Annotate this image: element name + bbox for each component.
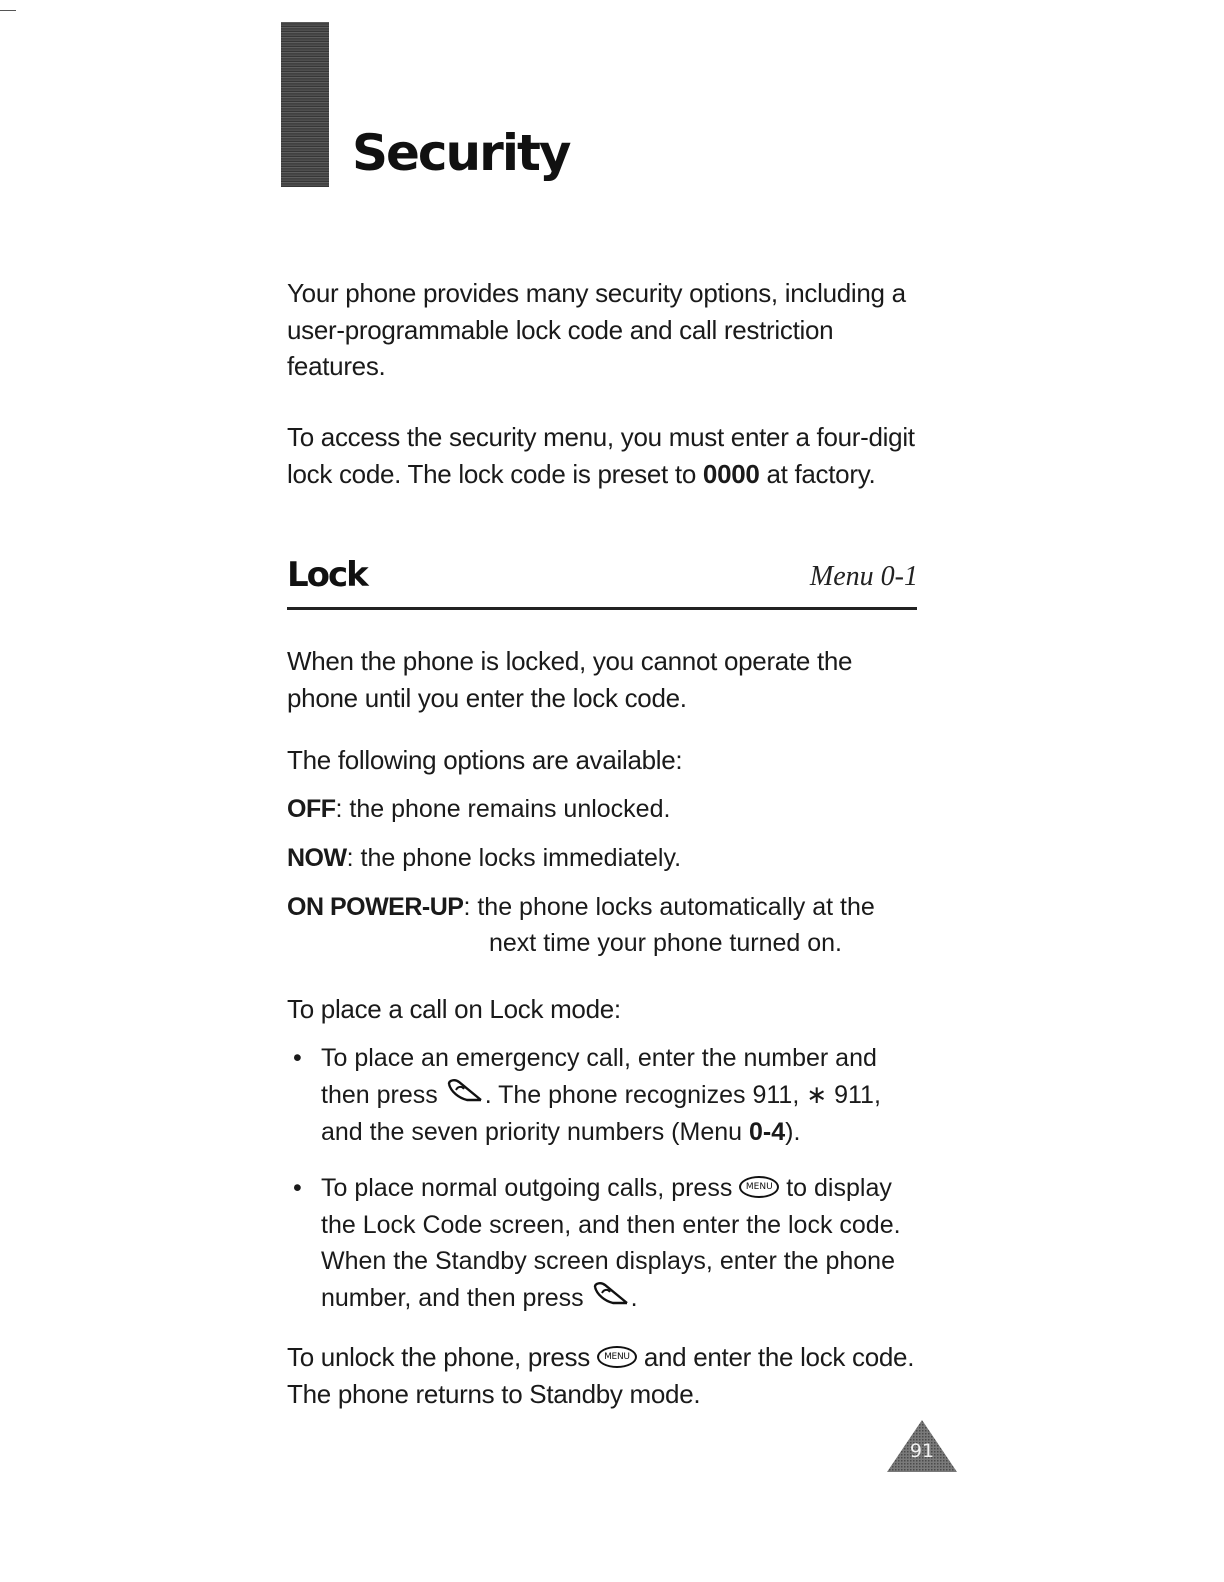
option-name: ON POWER-UP [287,893,464,921]
bullet-text [321,1170,921,1317]
menu-reference: Menu 0-1 [809,561,918,592]
unlock-text: and enter the lock code. [636,1342,915,1372]
bullet-line: When the Standby screen displays, enter the phone [321,1247,895,1275]
option-off [287,795,670,824]
bullet-line [321,1114,921,1151]
bullet-line [321,1170,921,1207]
intro-paragraph-1: Your phone provides many security options, including a user-programmable lock code and call restriction features. [287,278,906,381]
option-on-power-up [287,893,875,922]
place-call-intro: To place a call on Lock mode: [287,994,621,1024]
bullet-line-text: To place normal outgoing calls, press [321,1174,740,1202]
bullet-line: To place an emergency call, enter the number and [321,1044,877,1072]
intro-p2-text: To access the security menu, you must enter a four-digit lock code. The lock code is preset to [287,422,915,489]
option-name: NOW [287,844,347,872]
bullet-dot: • [293,1174,302,1202]
send-key-icon [445,1078,485,1115]
bullet-line-text: and the seven priority numbers (Menu [321,1118,749,1147]
lock-description: When the phone is locked, you cannot operate the phone until you enter the lock code. [287,646,853,713]
intro-p2-end: at factory. [759,458,876,489]
send-key-icon [591,1281,631,1318]
page-number-badge [886,1418,958,1474]
unlock-line: The phone returns to Standby mode. [287,1378,701,1409]
section-divider [287,607,917,610]
option-desc: : the phone locks automatically at the [463,893,875,921]
default-lock-code: 0000 [702,458,760,489]
option-desc: : the phone locks immediately. [346,844,682,872]
unlock-text: To unlock the phone, press [287,1342,597,1372]
unlock-instructions [287,1339,937,1412]
bullet-dot: • [293,1044,302,1072]
bullet-line-text: then press [321,1080,445,1109]
bullet-line-text: to display [779,1174,892,1202]
bullet-text [321,1040,921,1151]
intro-paragraph-2 [287,419,927,492]
option-desc: : the phone remains unlocked. [335,795,671,823]
chapter-title: Security [352,124,570,182]
bullet-line-text: . The phone recognizes 911, ∗ 911, [484,1080,881,1109]
menu-key-icon: MENU [597,1346,637,1368]
bullet-line [321,1077,921,1115]
menu-key-icon: MENU [739,1176,779,1198]
option-desc-continued: next time your phone turned on. [489,929,843,957]
option-now [287,844,681,873]
unlock-line [287,1339,937,1376]
menu-number: 0-4 [749,1118,786,1147]
section-title-lock: Lock [287,555,367,595]
bullet-line-text: number, and then press [321,1283,591,1312]
option-name: OFF [287,795,336,823]
corner-mark [0,10,16,11]
bullet-line [321,1280,921,1318]
chapter-tab-bar [281,22,329,187]
options-intro: The following options are available: [287,745,683,775]
bullet-line-text: . [630,1283,638,1312]
bullet-line-text: ). [785,1118,801,1147]
bullet-line: the Lock Code screen, and then enter the lock code. [321,1210,901,1239]
page-number: 91 [909,1440,935,1462]
